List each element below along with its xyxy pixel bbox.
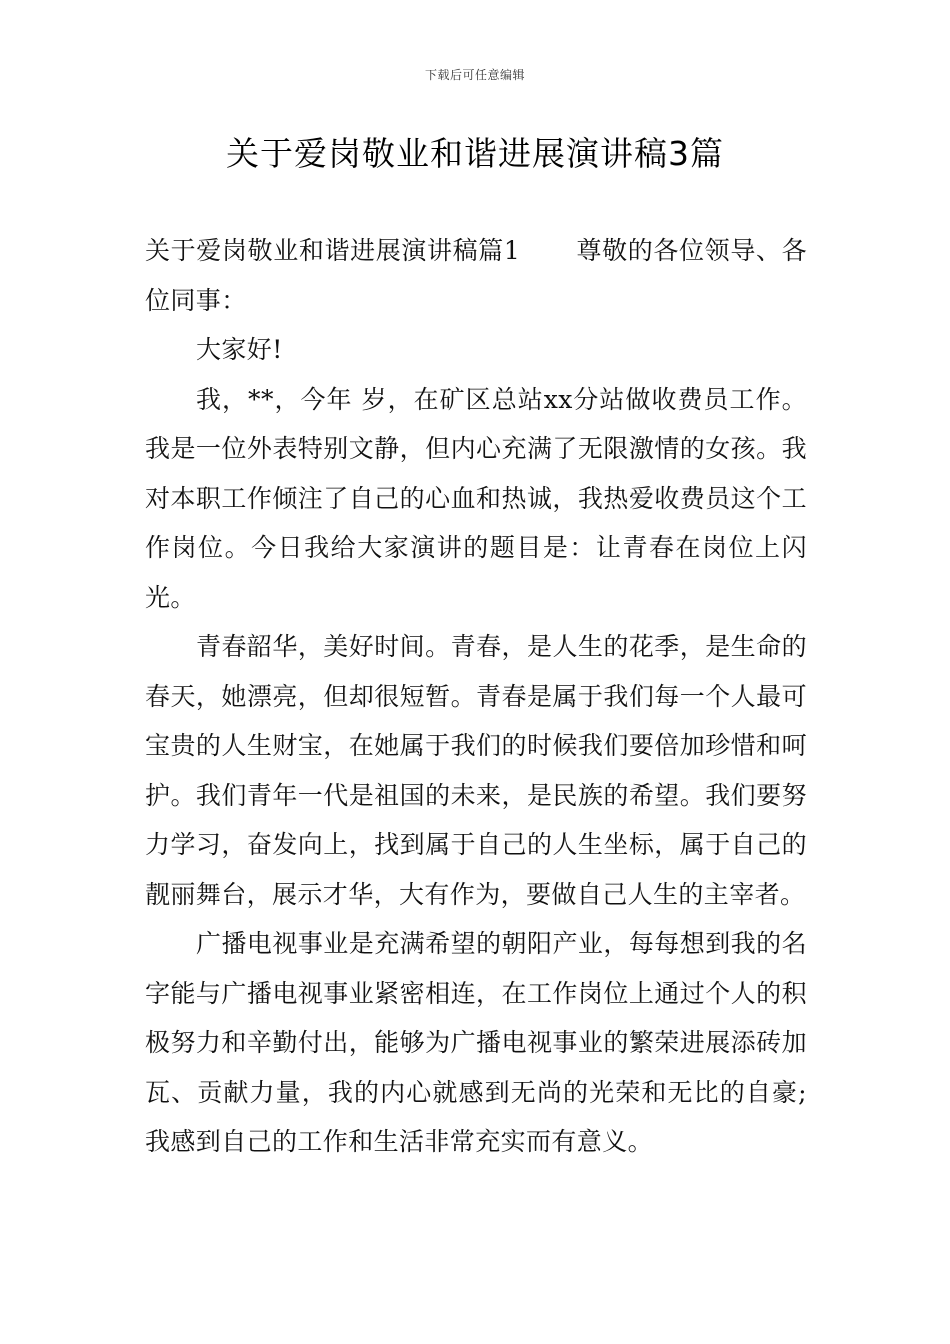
header-note: 下载后可任意编辑	[424, 68, 525, 82]
paragraph: 广播电视事业是充满希望的朝阳产业，每每想到我的名字能与广播电视事业紧密相连，在工作岗位上通过个人的积极努力和辛勤付出，能够为广播电视事业的繁荣进展添砖加瓦、贡献力量，我的内心就感到无尚的光荣和无比的自豪;我感到自己的工作和生活非常充实而有意义。	[145, 929, 807, 1156]
opening-line	[145, 226, 807, 325]
paragraph: 青春韶华，美好时间。青春，是人生的花季，是生命的春天，她漂亮，但却很短暂。青春是属于我们每一个人最可宝贵的人生财宝，在她属于我们的时候我们要倍加珍惜和呵护。我们青年一代是祖国的未来，是民族的希望。我们要努力学习，奋发向上，找到属于自己的人生坐标，属于自己的靓丽舞台，展示才华，大有作为，要做自己人生的主宰者。	[145, 632, 807, 909]
paragraph: 我，**，今年 岁，在矿区总站xx分站做收费员工作。我是一位外表特别文静，但内心充满了无限激情的女孩。我对本职工作倾注了自己的心血和热诚，我热爱收费员这个工作岗位。今日我给大家演讲的题目是：让青春在岗位上闪光。	[145, 384, 807, 612]
greeting: 大家好!	[196, 335, 283, 364]
section-heading: 关于爱岗敬业和谐进展演讲稿篇1	[145, 236, 521, 265]
document-body	[145, 226, 807, 1167]
document-title: 关于爱岗敬业和谐进展演讲稿3篇	[226, 134, 724, 173]
salutation: 尊敬的各位领导、各位同事：	[145, 236, 807, 315]
